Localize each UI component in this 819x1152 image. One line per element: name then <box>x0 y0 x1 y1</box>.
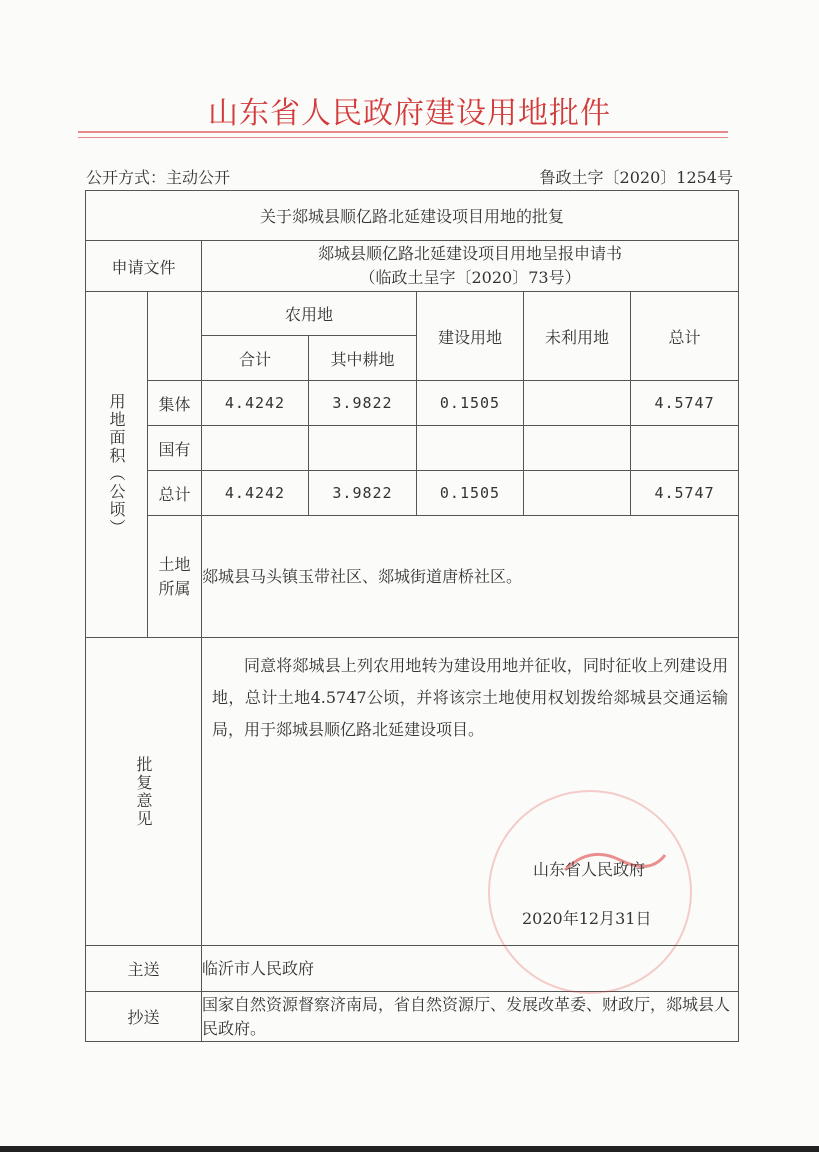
cc-value: 国家自然资源督察济南局，省自然资源厅、发展改革委、财政厅，郯城县人民政府。 <box>202 992 739 1042</box>
ownership-label-1: 土地 <box>158 554 191 574</box>
area-label: 用地面积（公顷） <box>107 392 126 537</box>
title-rule-bottom <box>78 137 728 138</box>
cell-subtotal: 4.4242 <box>202 471 309 516</box>
cc-label: 抄送 <box>127 1008 160 1027</box>
application-doc-number: （临政土呈字〔2020〕73号） <box>359 268 581 287</box>
row-label: 国有 <box>148 426 202 471</box>
cell-unused <box>524 381 631 426</box>
cell-construction: 0.1505 <box>417 381 524 426</box>
header-farmland: 农用地 <box>202 292 417 336</box>
table-row <box>86 426 739 471</box>
subject-cell <box>86 191 739 241</box>
official-seal <box>488 790 692 994</box>
opinion-label-cell <box>86 638 202 946</box>
subject-text: 关于郯城县顺亿路北延建设项目用地的批复 <box>260 207 565 226</box>
cell-arable <box>309 426 417 471</box>
row-label: 总计 <box>148 471 202 516</box>
application-label: 申请文件 <box>111 257 176 277</box>
opinion-label: 批复意见 <box>134 755 153 828</box>
ownership-label-cell <box>148 516 202 638</box>
table-row <box>86 471 739 516</box>
ownership-label-2: 所属 <box>158 578 191 598</box>
cell-arable: 3.9822 <box>309 471 417 516</box>
cell-unused <box>524 471 631 516</box>
header-total: 总计 <box>631 292 739 381</box>
cell-total: 4.5747 <box>631 381 739 426</box>
cell-total: 4.5747 <box>631 471 739 516</box>
issue-date: 2020年12月31日 <box>522 909 652 928</box>
ownership-value: 郯城县马头镇玉带社区、郯城街道唐桥社区。 <box>202 516 739 638</box>
row-label: 集体 <box>148 381 202 426</box>
table-row <box>86 381 739 426</box>
header-subtotal: 合计 <box>202 336 309 381</box>
main-send-label: 主送 <box>127 960 160 979</box>
blank-header-cell <box>148 292 202 381</box>
document-title: 山东省人民政府建设用地批件 <box>208 96 611 131</box>
cell-construction: 0.1505 <box>417 471 524 516</box>
application-doc-cell <box>202 241 739 292</box>
area-label-cell <box>86 292 148 638</box>
application-label-cell <box>86 241 202 292</box>
header-construction: 建设用地 <box>417 292 524 381</box>
scan-edge <box>0 1146 819 1152</box>
disclosure-method: 公开方式：主动公开 <box>86 168 231 187</box>
cell-unused <box>524 426 631 471</box>
application-doc-title: 郯城县顺亿路北延建设项目用地呈报申请书 <box>318 244 623 263</box>
cell-arable: 3.9822 <box>309 381 417 426</box>
main-send-value: 临沂市人民政府 <box>202 946 739 992</box>
header-unused: 未利用地 <box>524 292 631 381</box>
cell-subtotal: 4.4242 <box>202 381 309 426</box>
cc-label-cell <box>86 992 202 1042</box>
cell-total <box>631 426 739 471</box>
cell-construction <box>417 426 524 471</box>
document-number: 鲁政土字〔2020〕1254号 <box>539 168 733 187</box>
title-rule-top <box>78 131 728 133</box>
main-send-label-cell <box>86 946 202 992</box>
issuer-name: 山东省人民政府 <box>533 860 646 879</box>
opinion-text: 同意将郯城县上列农用地转为建设用地并征收，同时征收上列建设用地，总计土地4.5747公顷，并将该宗土地使用权划拨给郯城县交通运输局，用于郯城县顺亿路北延建设项目。 <box>212 656 729 739</box>
cell-subtotal <box>202 426 309 471</box>
header-arable: 其中耕地 <box>309 336 417 381</box>
